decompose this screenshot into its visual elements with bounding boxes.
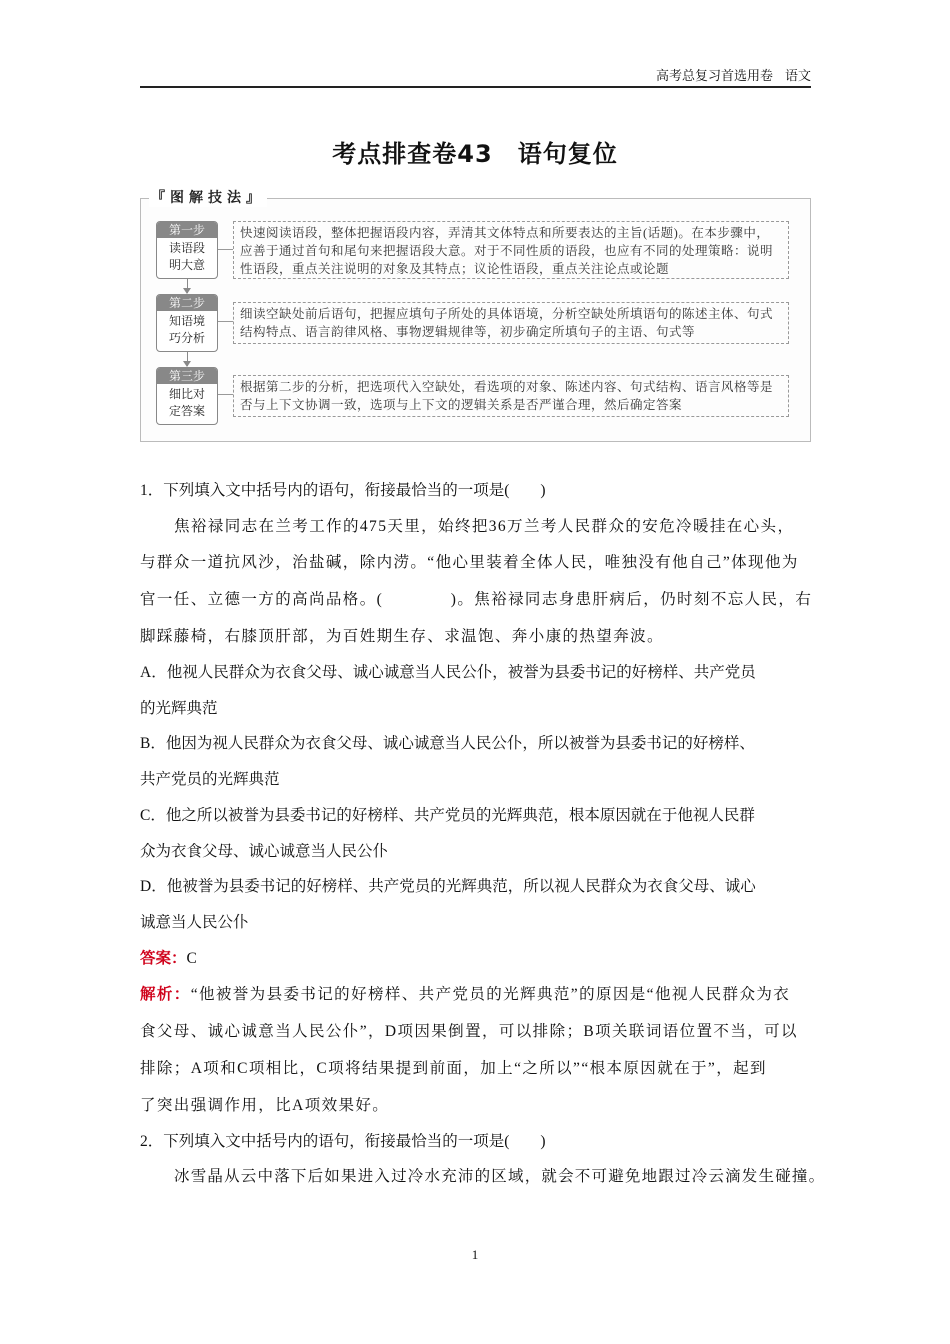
step-2-desc: 细读空缺处前后语句，把握应填句子所处的具体语境，分析空缺处所填语句的陈述主体、句式结构特点、语言韵律风格、事物逻辑规律等，初步确定所填句子的主语、句式等 [233,302,789,344]
step-3-box [156,367,218,425]
q1-passage-line: 脚踩藤椅，右膝顶肝部，为百姓期生存、求温饱、奔小康的热望奔波。 [140,628,664,645]
page-number: 1 [471,1247,479,1262]
step-3-line1: 细比对 [168,387,205,401]
answer-line [140,946,812,968]
analysis-line [140,982,812,1004]
q1-passage-line: 与群众一道抗风沙，治盐碱，除内涝。“他心里装着全体人民，唯独没有他自己”体现他为 [140,554,799,571]
step-1-head: 第一步 [157,222,217,238]
q1-passage-line: 官一任、立德一方的高尚品格。( )。焦裕禄同志身患肝病后，仍时刻不忘人民，右 [140,591,813,608]
step-1-connector [218,249,233,250]
q2-passage-line: 冰雪晶从云中落下后如果进入过冷水充沛的区域，就会不可避免地跟过冷云滴发生碰撞。 [174,1168,826,1185]
option-d-cont: 诚意当人民公仆 [140,914,249,931]
option-a-cont: 的光辉典范 [140,700,218,717]
question-2-stem: 2．下列填入文中括号内的语句，衔接最恰当的一项是( ) [140,1133,546,1150]
option-b: B．他因为视人民群众为衣食父母、诚心诚意当人民公仆，所以被誉为县委书记的好榜样、 [140,735,755,752]
page-title: 考点排查卷43 语句复位 [332,140,618,168]
step-2-line1: 知语境 [168,314,205,328]
step-3-head: 第三步 [157,368,217,384]
question-1-stem: 1．下列填入文中括号内的语句，衔接最恰当的一项是( ) [140,482,546,499]
option-a: A．他视人民群众为衣食父母、诚心诚意当人民公仆，被誉为县委书记的好榜样、共产党员 [140,664,756,681]
step-3-line2: 定答案 [168,404,205,418]
arrow-down-icon [187,279,188,293]
step-2-box [156,294,218,352]
option-c-cont: 众为衣食父母、诚心诚意当人民公仆 [140,843,389,860]
analysis-line: 了突出强调作用，比A项效果好。 [140,1097,390,1114]
method-label: 『图解技法』 [149,187,267,207]
step-2-connector [218,321,233,322]
q1-passage-line: 焦裕禄同志在兰考工作的475天里，始终把36万兰考人民群众的安危冷暖挂在心头， [174,518,795,535]
analysis-line: 排除；A项和C项相比，C项将结果提到前面，加上“之所以”“根本原因就在于”，起到 [140,1060,767,1077]
option-d: D．他被誉为县委书记的好榜样、共产党员的光辉典范，所以视人民群众为衣食父母、诚心 [140,878,756,895]
step-2-line2: 巧分析 [168,331,205,345]
step-1-desc: 快速阅读语段，整体把握语段内容，弄清其文体特点和所要表达的主旨(话题)。在本步骤中，应善于通过首句和尾句来把握语段大意。对于不同性质的语段，也应有不同的处理策略：说明性语段，重点关注说明的对象及其特点；议论性语段，重点关注论点或论题 [233,221,789,279]
analysis-label: 解析： [140,986,191,1003]
arrow-down-icon [187,352,188,366]
page-header [140,66,811,88]
step-3-connector [218,394,233,395]
book-title: 高考总复习首选用卷 [655,68,773,83]
step-2-head: 第二步 [157,295,217,311]
option-c: C．他之所以被誉为县委书记的好榜样、共产党员的光辉典范，根本原因就在于他视人民群 [140,807,755,824]
analysis-line: 食父母、诚心诚意当人民公仆”，D项因果倒置，可以排除；B项关联词语位置不当，可以 [140,1023,798,1040]
analysis-text: “他被誉为县委书记的好榜样、共产党员的光辉典范”的原因是“他视人民群众为衣 [190,986,791,1003]
subject-label: 语文 [784,68,811,83]
answer-value: C [186,950,197,967]
step-3-desc: 根据第二步的分析，把选项代入空缺处，看选项的对象、陈述内容、句式结构、语言风格等是否与上下文协调一致，选项与上下文的逻辑关系是否严谨合理，然后确定答案 [233,375,789,417]
method-diagram [140,191,811,442]
option-b-cont: 共产党员的光辉典范 [140,771,280,788]
step-1-line1: 读语段 [168,241,205,255]
answer-label: 答案： [140,950,187,967]
step-1-line2: 明大意 [168,258,205,272]
step-1-box [156,221,218,279]
